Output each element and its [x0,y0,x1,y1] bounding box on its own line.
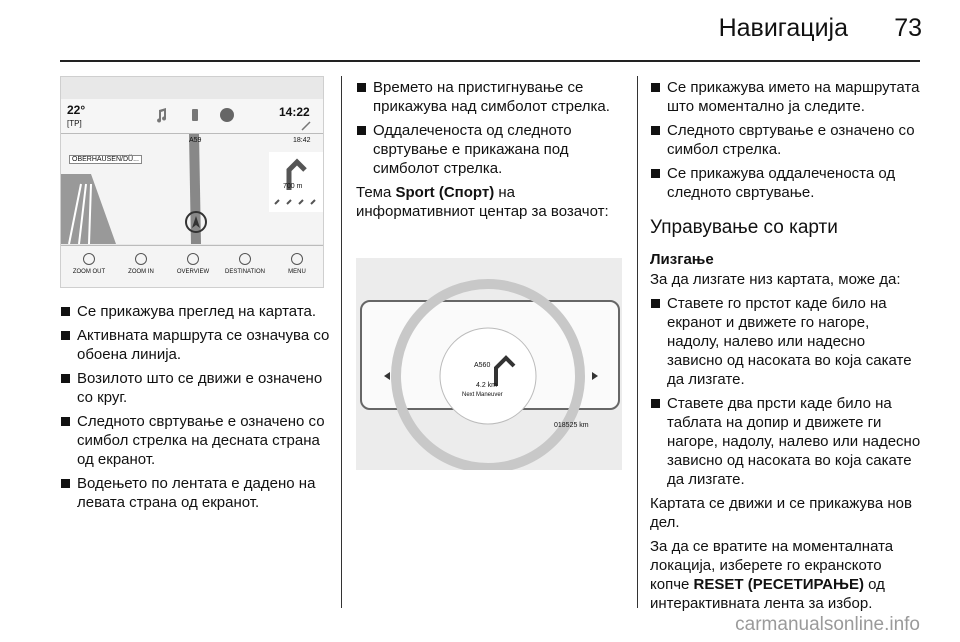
list-item: Следното свртување е означено со симбол стрелка. [650,121,922,159]
section-heading: Управување со карти [650,217,838,238]
menu-button: MENU [271,253,323,275]
nav-tp-label: [TP] [67,119,82,128]
cluster-maneuver-label: Next Maneuver [462,392,503,398]
cluster-distance: 4.2 km [476,382,498,389]
watermark: carmanualsonline.info [735,614,920,635]
phone-icon [187,107,203,123]
list-item: Оддалеченоста од следното свртување е прикажана под симболот стрелка. [356,121,626,178]
page-number: 73 [894,14,922,42]
overview-button: OVERVIEW [167,253,219,275]
map-city-label: OBERHAUSEN/DÜ... [69,155,142,164]
overview-icon [187,253,199,265]
signal-icon [301,121,311,131]
list-item: Се прикажува преглед на картата. [60,302,330,321]
zoom-out-icon [83,253,95,265]
navigation-app-icon [219,107,235,123]
menu-icon [291,253,303,265]
nav-clock: 14:22 [279,105,310,119]
turn-distance: 700 m [283,183,303,190]
page-title: Навигација [718,14,848,42]
next-icon [592,372,598,380]
destination-button: DESTINATION [219,253,271,275]
column-divider-1 [341,76,342,608]
list-item: Возилото што се движи е означено со круг. [60,369,330,407]
zoom-in-button: ZOOM IN [115,253,167,275]
map-road-label: A59 [189,137,202,144]
column-divider-2 [637,76,638,608]
reset-button-name: RESET (РЕСЕТИРАЊЕ) [693,576,864,593]
column-1 [60,302,330,517]
list-item: Ставете два прсти каде било на таблата на допир и движете ги нагоре, надолу, налево или надесно зависно од насоката во која сакате да лизгате. [650,394,922,489]
list-item: Се прикажува името на маршрутата што моментално ја следите. [650,78,922,116]
list-item: Се прикажува оддалеченоста од следното свртување. [650,164,922,202]
list-item: Водењето по лентата е дадено на левата страна од екранот. [60,474,330,512]
nav-screen-image [60,76,324,288]
nav-temperature: 22° [67,103,86,117]
column-2 [356,78,626,226]
intro-text: За да лизгате низ картата, може да: [650,271,901,288]
arrival-time: 18:42 [293,137,311,144]
header-rule [60,60,920,62]
music-note-icon [153,107,169,123]
zoom-out-button: ZOOM OUT [63,253,115,275]
sport-theme-name: Sport (Спорт) [395,184,495,201]
zoom-in-icon [135,253,147,265]
cluster-road: A560 [474,362,491,369]
paragraph: Картата се движи и се прикажува нов дел. [650,495,912,531]
odometer: 018525 km [554,422,589,429]
previous-icon [384,372,390,380]
column-3 [650,78,922,618]
cluster-screen-image [356,258,622,470]
list-item: Активната маршрута се означува со обоена линија. [60,326,330,364]
list-item: Времето на пристигнување се прикажува над симболот стрелка. [356,78,626,116]
destination-icon [239,253,251,265]
sport-theme-paragraph: Тема Sport (Спорт) на информативниот центар за возачот: [356,184,609,220]
list-item: Следното свртување е означено со симбол стрелка на десната страна од екранот. [60,412,330,469]
subsection-heading: Лизгање [650,251,714,268]
reset-paragraph: За да се вратите на моменталната локација, изберете го екранското копче RESET (РЕСЕТИРАЊЕ) од интерактивната лента за избор. [650,538,894,612]
list-item: Ставете го прстот каде било на екранот и движете го нагоре, надолу, налево или надесно зависно од насоката во која сакате да лизгате. [650,294,922,389]
